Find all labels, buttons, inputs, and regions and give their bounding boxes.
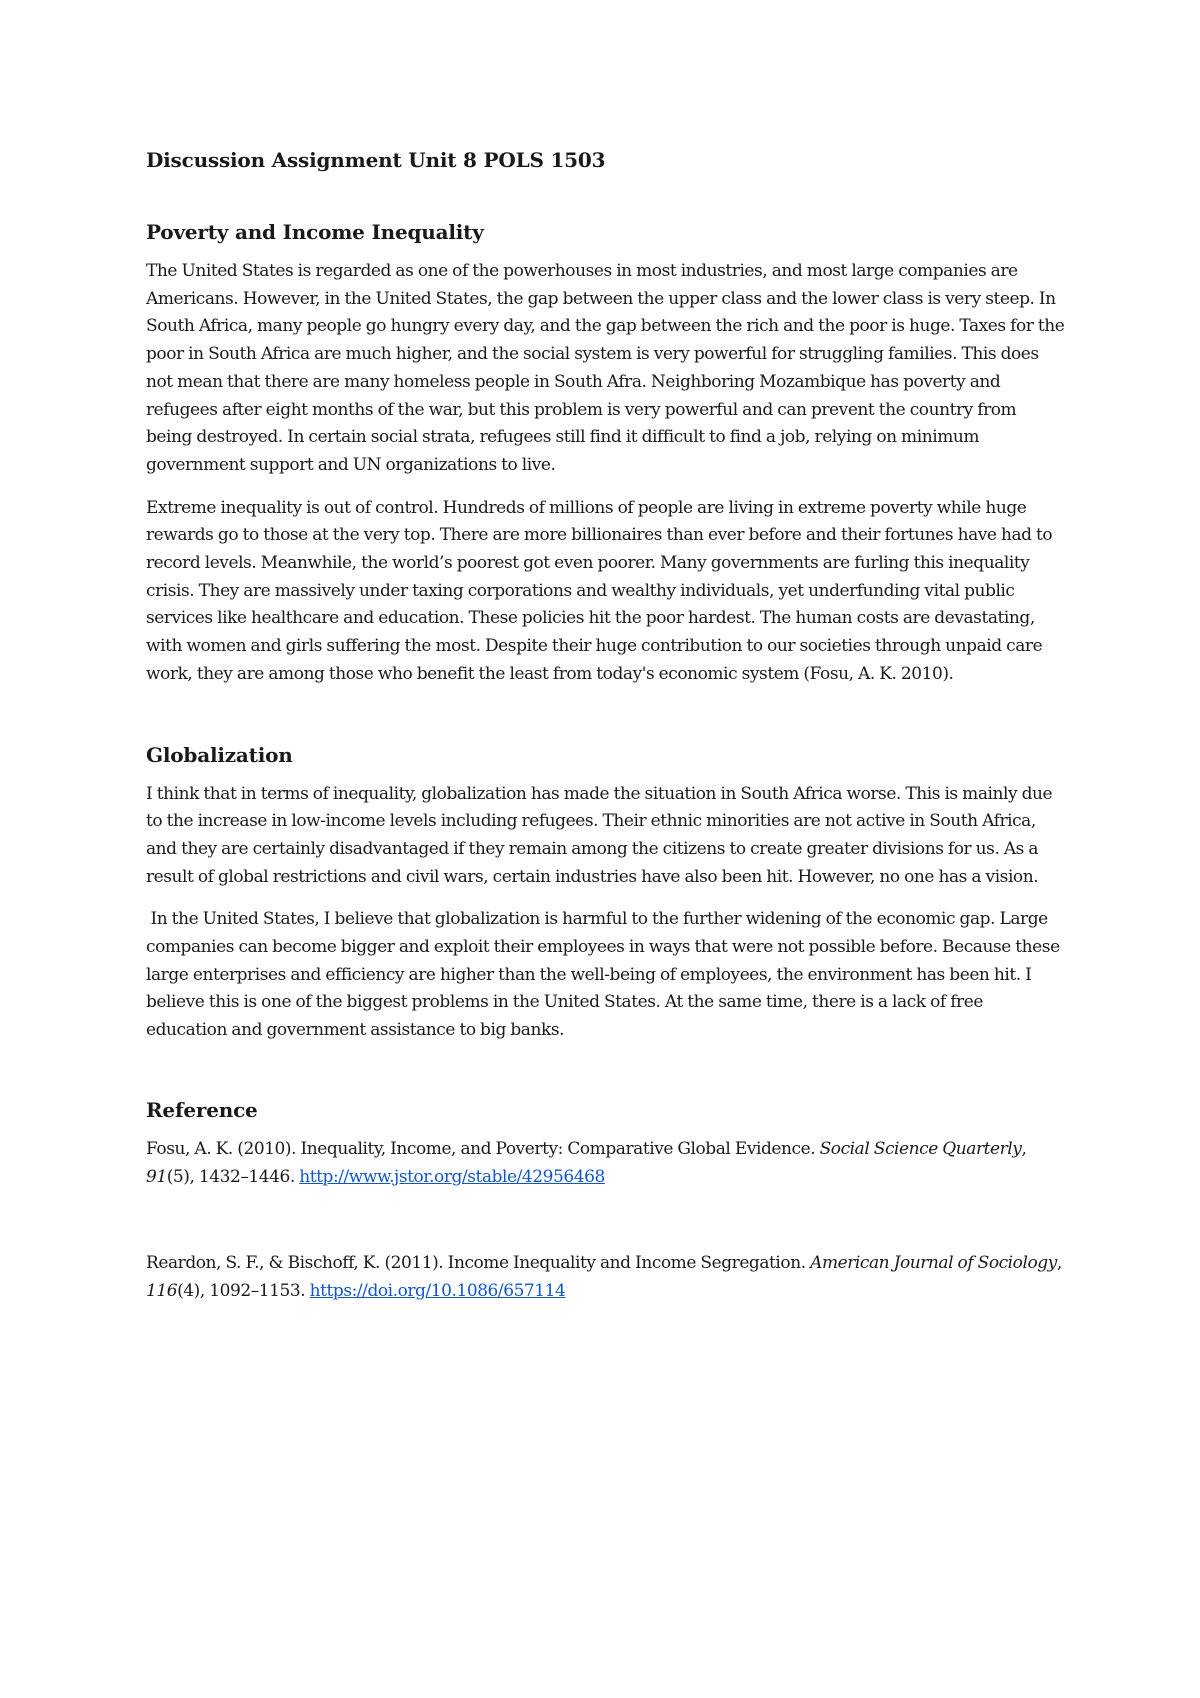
section-spacer [146, 1060, 1066, 1096]
reference-separator: , [1056, 1253, 1062, 1274]
reference-issue-pages: (5), 1432–1446. [166, 1166, 300, 1187]
reference-citation: Reardon, S. F., & Bischoff, K. (2011). Income Inequality and Income Segregation. [146, 1253, 811, 1274]
document-title: Discussion Assignment Unit 8 POLS 1503 [146, 148, 606, 172]
section-heading-reference: Reference [146, 1097, 258, 1122]
reference-spacer [146, 1191, 1066, 1250]
paragraph-globalization-1: I think that in terms of inequality, globalization has made the situation in South Africa worse. This is mainly due to the increase in low-income levels including refugees. Their ethnic minorities are not active in South Africa, and they are certainly disadvantaged if they remain among the citizens to create greater divisions for us. As a result of global restrictions and civil wars, certain industries have also been hit. However, no one has a vision. [146, 783, 1053, 887]
section-heading-globalization: Globalization [146, 742, 293, 767]
section-spacer [146, 704, 1066, 741]
paragraph-globalization-2: In the United States, I believe that globalization is harmful to the further widening of the economic gap. Large companies can become bigger and exploit their employees in ways that were not possible before. Because these large enterprises and efficiency are higher than the well-being of employees, the environment has been hit. I believe this is one of the biggest problems in the United States. At the same time, there is a lack of free education and government assistance to big banks. [146, 909, 1065, 1041]
paragraph-poverty-2: Extreme inequality is out of control. Hundreds of millions of people are living in extreme poverty while huge rewards go to those at the very top. There are more billionaires than ever before and their fortunes have had to record levels. Meanwhile, the world’s poorest got even poorer. Many governments are furling this inequality crisis. They are massively under taxing corporations and wealthy individuals, yet underfunding vital public services like healthcare and education. These policies hit the poor hardest. The human costs are devastating, with women and girls suffering the most. Despite their huge contribution to our societies through unpaid care work, they are among those who benefit the least from today's economic system (Fosu, A. K. 2010). [146, 497, 1053, 684]
reference-item-fosu [146, 1136, 1066, 1191]
reference-volume: 91 [146, 1166, 167, 1187]
reference-item-reardon [146, 1250, 1066, 1305]
section-heading-poverty: Poverty and Income Inequality [146, 220, 484, 244]
reference-journal: American Journal of Sociology [810, 1253, 1057, 1274]
reference-issue-pages: (4), 1092–1153. [177, 1280, 310, 1301]
paragraph-poverty-1: The United States is regarded as one of the powerhouses in most industries, and most large companies are Americans. However, in the United States, the gap between the upper class and the lower class is very steep. In South Africa, many people go hungry every day, and the gap between the rich and the poor is huge. Taxes for the poor in South Africa are much higher, and the social system is very powerful for struggling families. This does not mean that there are many homeless people in South Afra. Neighboring Mozambique has poverty and refugees after eight months of the war, but this problem is very powerful and can prevent the country from being destroyed. In certain social strata, refugees still find it difficult to find a job, relying on minimum government support and UN organizations to live. [146, 261, 1065, 475]
reference-separator: , [1021, 1138, 1027, 1159]
reference-link[interactable]: https://doi.org/10.1086/657114 [309, 1280, 566, 1301]
reference-volume: 116 [146, 1280, 178, 1301]
reference-link[interactable]: http://www.jstor.org/stable/42956468 [299, 1166, 605, 1187]
reference-citation: Fosu, A. K. (2010). Inequality, Income, and Poverty: Comparative Global Evidence. [146, 1138, 820, 1159]
document-page [146, 146, 1066, 1306]
reference-journal: Social Science Quarterly [819, 1138, 1022, 1159]
